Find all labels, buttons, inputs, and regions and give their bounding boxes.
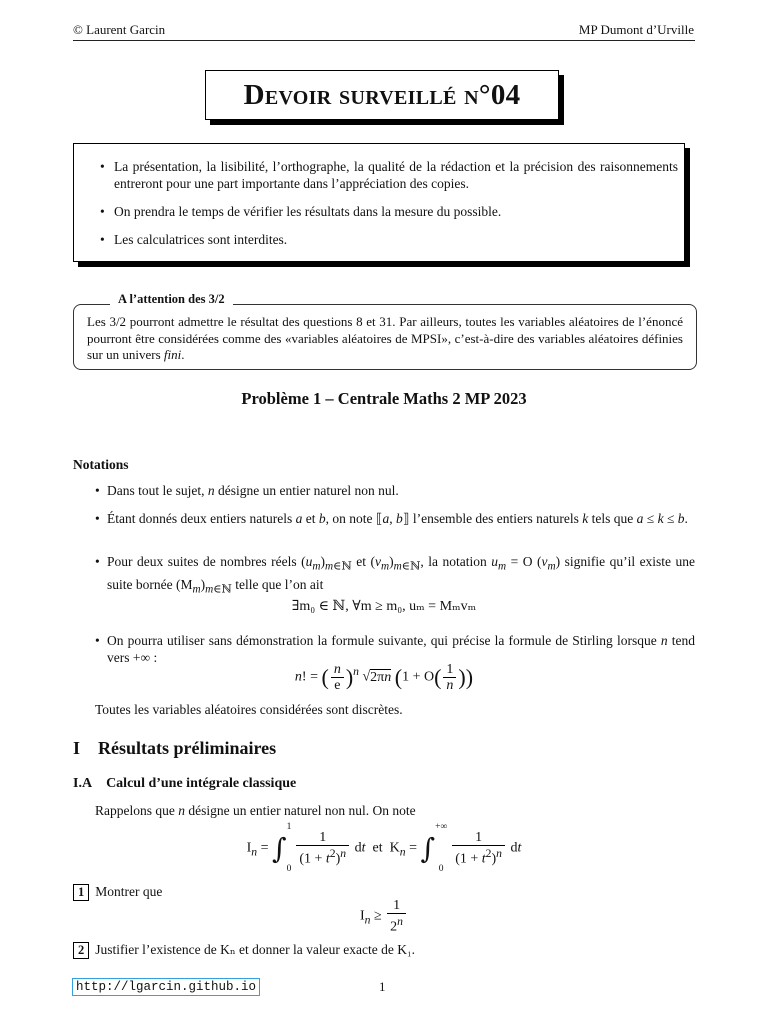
header-rule <box>73 40 695 41</box>
question-1: 1 Montrer que <box>73 884 162 901</box>
instruction-item: • La présentation, la lisibilité, l’orthographe, la qualité de la rédaction et la précision des raisonnements entreront pour une part importante dans l’appréciation des copies. <box>98 158 678 192</box>
notations-closing: Toutes les variables aléatoires considérées sont discrètes. <box>95 702 403 717</box>
attention-text: Les 3/2 pourront admettre le résultat des questions 8 et 31. Par ailleurs, toutes les variables aléatoires de l’énoncé pourront être considérées comme des «variables aléatoires de MPSI», c’est-à-dire des variables aléatoires définies sur un univers fini. <box>87 314 683 362</box>
question-number: 1 <box>73 884 89 901</box>
stirling-formula: n! = ( $\frac{n}{e}$ )$^n$ √2πn (1 + O( $\frac{1}{n}$ )) <box>294 662 474 693</box>
attention-legend: A l’attention des 3/2 <box>110 292 233 307</box>
notation-bullet-2: • Étant donnés deux entiers naturels a et b, on note ⟦a, b⟧ l’ensemble des entiers naturels k tels que a ≤ k ≤ b. <box>95 511 688 526</box>
section-title: I Résultats préliminaires <box>73 738 277 758</box>
instructions-box <box>73 143 685 262</box>
question-2: 2 Justifier l’existence de Kₙ et donner la valeur exacte de K₁. <box>73 942 415 959</box>
attention-emphasis: fini <box>163 347 182 362</box>
title-box <box>205 70 559 120</box>
intro-paragraph: Rappelons que n désigne un entier naturel non nul. On note <box>95 803 416 818</box>
notations-heading: Notations <box>73 457 129 472</box>
notation-bullet-1: • Dans tout le sujet, n désigne un entier naturel non nul. <box>95 483 399 498</box>
integrals-formula: $I_n$ = ∫ 1 0 $\frac{1}{(1 + t^2)^n}$ dt et $K_n$ = ∫ +∞ 0 $\frac{1}{(1 + t^2)^n}$ dt <box>246 822 522 875</box>
instruction-item: • On prendra le temps de vérifier les résultats dans la mesure du possible. <box>98 203 678 220</box>
page-number: 1 <box>379 979 386 994</box>
header-school: MP Dumont d’Urville <box>578 22 694 37</box>
question-number: 2 <box>73 942 89 959</box>
bounded-sequence-formula: ∃m₀ ∈ ℕ, ∀m ≥ m₀, uₘ = Mₘvₘ <box>291 599 477 614</box>
header-author: © Laurent Garcin <box>73 22 166 37</box>
subsection-title: I.A Calcul d’une intégrale classique <box>73 776 297 791</box>
instruction-item: • Les calculatrices sont interdites. <box>98 231 678 248</box>
notation-bullet-3: • Pour deux suites de nombres réels $(u_m)_{m\in ℕ}$ et $(v_m)_{m\in ℕ}$, la notation $u_m = O$ $(v_m)$ signifie qu’il existe une suite bornée $(M_m)_{m\in ℕ}$ telle que l’on ait <box>95 554 696 596</box>
notation-bullet-4: • On pourra utiliser sans démonstration la formule suivante, qui précise la formule de Stirling lorsque n tend vers +∞ : <box>95 633 695 665</box>
problem-title: Problème 1 – Centrale Maths 2 MP 2023 <box>241 389 527 408</box>
question-1-formula: $I_n$ ≥ $\frac{1}{2^n}$ <box>0 898 768 935</box>
instructions-list <box>98 158 678 259</box>
footer-link[interactable]: http://lgarcin.github.io <box>72 978 260 996</box>
page-title: Devoir surveillé n°04 <box>243 78 521 111</box>
